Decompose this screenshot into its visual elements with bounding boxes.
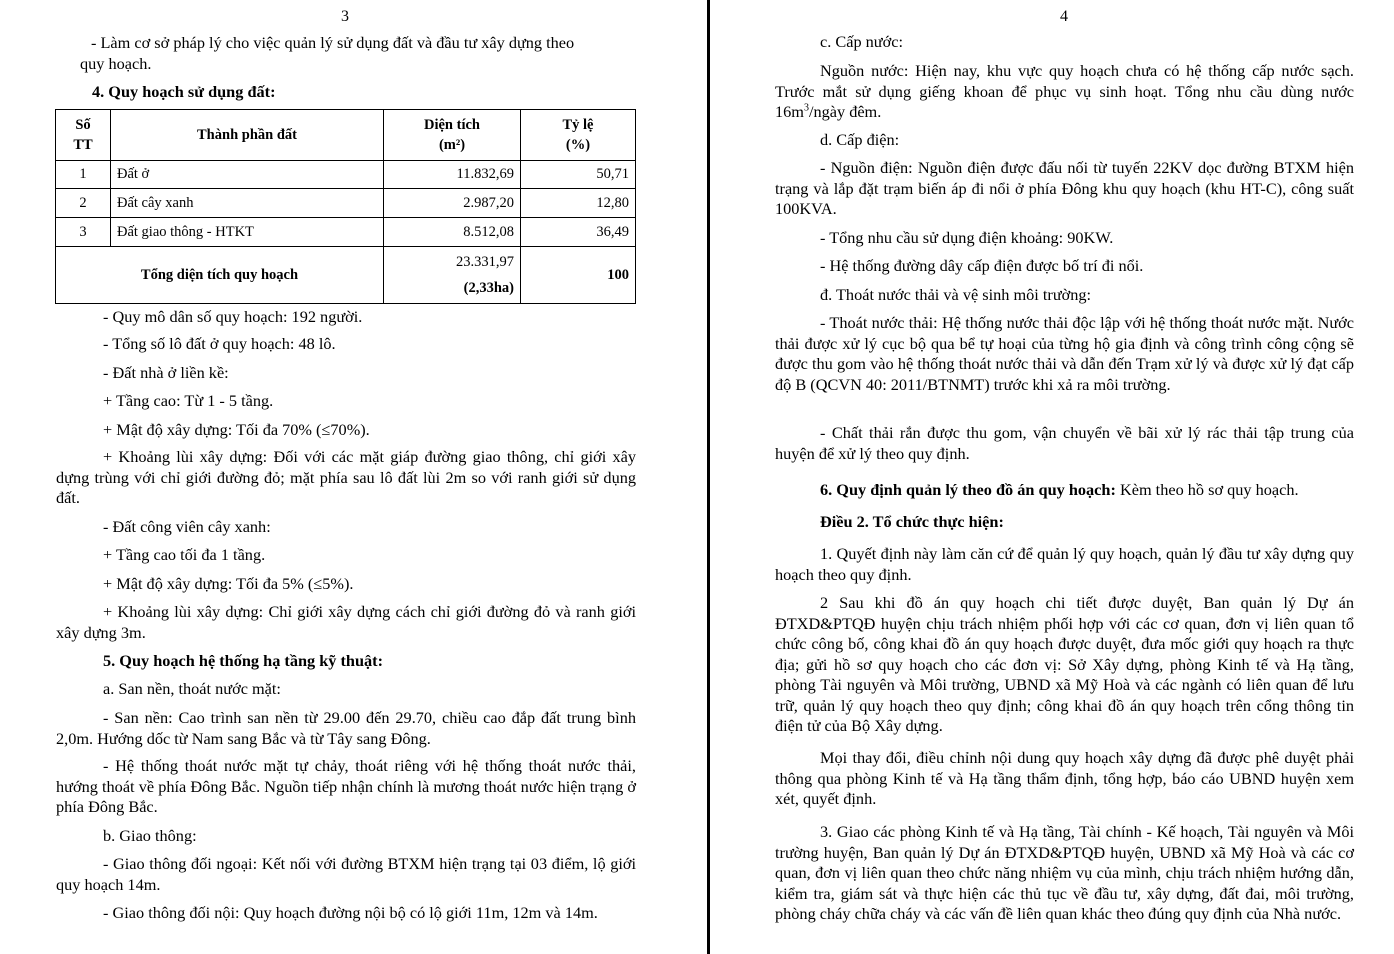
header-area: Diện tích (m²): [384, 110, 521, 161]
drainage-heading: đ. Thoát nước thải và vệ sinh môi trường:: [820, 285, 1092, 304]
article-2-heading: Điều 2. Tổ chức thực hiện:: [820, 512, 1004, 531]
intro-line-2: quy hoạch.: [80, 54, 152, 73]
table-row: 1 Đất ở 11.832,69 50,71: [56, 161, 636, 189]
intro-line-1: - Làm cơ sở pháp lý cho việc quản lý sử dụng đất và đầu tư xây dựng theo: [91, 33, 575, 52]
power-heading: d. Cấp điện:: [820, 130, 900, 149]
header-stt: Số TT: [56, 110, 111, 161]
plot-count-text: - Tổng số lô đất ở quy hoạch: 48 lô.: [103, 334, 336, 353]
traffic-heading: b. Giao thông:: [103, 826, 197, 845]
density-text: + Mật độ xây dựng: Tối đa 70% (≤70%).: [103, 420, 370, 439]
leveling-text: - San nền: Cao trình san nền từ 29.00 đến 29.70, chiều cao đắp đất trung bình 2,0m. Hướng dốc từ Nam sang Bắc và từ Tây sang Đông.: [56, 708, 636, 748]
setback-text: + Khoảng lùi xây dựng: Đối với các mặt giáp đường giao thông, chỉ giới xây dựng trùng với chỉ giới đường đỏ; mặt phía sau lô đất lùi 2m so với ranh giới sử dụng đất.: [56, 447, 636, 507]
internal-traffic-text: - Giao thông đối nội: Quy hoạch đường nội bộ có lộ giới 11m, 12m và 14m.: [103, 903, 598, 922]
power-demand-text: - Tổng nhu cầu sử dụng điện khoảng: 90KW.: [820, 228, 1114, 247]
header-ratio: Tỷ lệ (%): [521, 110, 636, 161]
park-heading: - Đất công viên cây xanh:: [103, 517, 271, 536]
water-heading: c. Cấp nước:: [820, 32, 903, 51]
section-6-text: 6. Quy định quản lý theo đồ án quy hoạch: Kèm theo hồ sơ quy hoạch.: [820, 480, 1299, 499]
table-header-row: [56, 110, 636, 161]
page-number: 4: [1060, 8, 1068, 25]
power-source-text: - Nguồn điện: Nguồn điện được đấu nối từ tuyến 22KV dọc đường BTXM hiện trạng và lắp đặt trạm biến áp đi nổi ở phía Đông khu quy hoạch (khu HT-C), công suất 100KVA.: [775, 158, 1354, 218]
park-setback-text: + Khoảng lùi xây dựng: Chỉ giới xây dựng cách chỉ giới đường đỏ và ranh giới xây dựng 3m.: [56, 602, 636, 642]
land-use-table: [55, 109, 636, 304]
table-row: 3 Đất giao thông - HTKT 8.512,08 36,49: [56, 218, 636, 247]
townhouse-heading: - Đất nhà ở liền kề:: [103, 363, 229, 382]
page-divider: [707, 0, 710, 954]
article-2-item-1: 1. Quyết định này làm căn cứ để quản lý quy hoạch, quản lý đầu tư xây dựng quy hoạch theo quy định.: [775, 544, 1354, 584]
section-5-heading: 5. Quy hoạch hệ thống hạ tầng kỹ thuật:: [103, 651, 384, 670]
section-4-heading: 4. Quy hoạch sử dụng đất:: [92, 82, 276, 101]
article-2-item-2: 2 Sau khi đồ án quy hoạch chi tiết được duyệt, Ban quản lý Dự án ĐTXD&PTQĐ huyện chịu trách nhiệm phối hợp với các cơ quan, đơn vị liên quan tổ chức công bố, công khai đồ án quy hoạch được duyệt, đưa mốc giới quy hoạch ra thực địa; gửi hồ sơ quy hoạch cho các đơn vị: Sở Xây dựng, phòng Kinh tế và Hạ tầng, phòng Tài nguyên và Môi trường, UBND xã Mỹ Hoà và các ngành có liên quan để lưu trữ, quản lý quy hoạch theo quy định; công khai đồ án quy hoạch trên cổng thông tin điện tử của Bộ Xây dựng.: [775, 593, 1354, 735]
surface-drainage-text: - Hệ thống thoát nước mặt tự chảy, thoát riêng với hệ thống thoát nước thải, hướng thoát về phía Đông Bắc. Nguồn tiếp nhận chính là mương thoát nước hiện trạng ở phía Đông Bắc.: [56, 756, 636, 816]
article-2-changes: Mọi thay đổi, điều chỉnh nội dung quy hoạch xây dựng đã được phê duyệt phải thông qua phòng Kinh tế và Hạ tầng thẩm định, tổng hợp, báo cáo UBND huyện xem xét, quyết định.: [775, 748, 1354, 808]
park-density-text: + Mật độ xây dựng: Tối đa 5% (≤5%).: [103, 574, 354, 593]
park-floors-text: + Tầng cao tối đa 1 tầng.: [103, 545, 266, 564]
table-total-row: Tổng diện tích quy hoạch 23.331,97 (2,33ha) 100: [56, 247, 636, 304]
external-traffic-text: - Giao thông đối ngoại: Kết nối với đường BTXM hiện trạng tại 03 điểm, lộ giới quy hoạch 14m.: [56, 854, 636, 894]
leveling-heading: a. San nền, thoát nước mặt:: [103, 679, 281, 698]
wastewater-text: - Thoát nước thải: Hệ thống nước thải độc lập với hệ thống thoát nước mặt. Nước thải được xử lý cục bộ qua bể tự hoại của từng hộ gia định và công trình công cộng sẽ được thu gom vào hệ thống thoát nước thải và dẫn đến Trạm xử lý và được xử lý đạt cấp độ B (QCVN 40: 2011/BTNMT) trước khi xả ra môi trường.: [775, 313, 1354, 394]
water-text: Nguồn nước: Hiện nay, khu vực quy hoạch chưa có hệ thống cấp nước sạch. Trước mắt sử dụng giếng khoan để phục vụ sinh hoạt. Tổng nhu cầu dùng nước $16m^3$/ngày đêm.: [775, 61, 1354, 121]
floors-text: + Tầng cao: Từ 1 - 5 tầng.: [103, 391, 274, 410]
article-2-item-3: 3. Giao các phòng Kinh tế và Hạ tầng, Tài chính - Kế hoạch, Tài nguyên và Môi trường huyện, Ban quản lý Dự án ĐTXD&PTQĐ huyện, UBND xã Mỹ Hoà và các cơ quan, đơn vị liên quan theo chức năng nhiệm vụ của mình, chịu trách nhiệm hướng dẫn, kiểm tra, giám sát và thực hiện các thủ tục về đầu tư, xây dựng, đất đai, môi trường, phòng cháy chữa cháy và các vấn đề liên quan khác theo đúng quy định của Nhà nước.: [775, 822, 1354, 923]
solid-waste-text: - Chất thải rắn được thu gom, vận chuyển về bãi xử lý rác thải tập trung của huyện để xử lý theo quy định.: [775, 423, 1354, 463]
page-4: [712, 0, 1394, 954]
power-lines-text: - Hệ thống đường dây cấp điện được bố trí đi nổi.: [820, 256, 1144, 275]
table-row: 2 Đất cây xanh 2.987,20 12,80: [56, 189, 636, 218]
population-text: - Quy mô dân số quy hoạch: 192 người.: [103, 307, 363, 326]
page-number: 3: [341, 8, 349, 25]
header-component: Thành phần đất: [111, 110, 384, 161]
